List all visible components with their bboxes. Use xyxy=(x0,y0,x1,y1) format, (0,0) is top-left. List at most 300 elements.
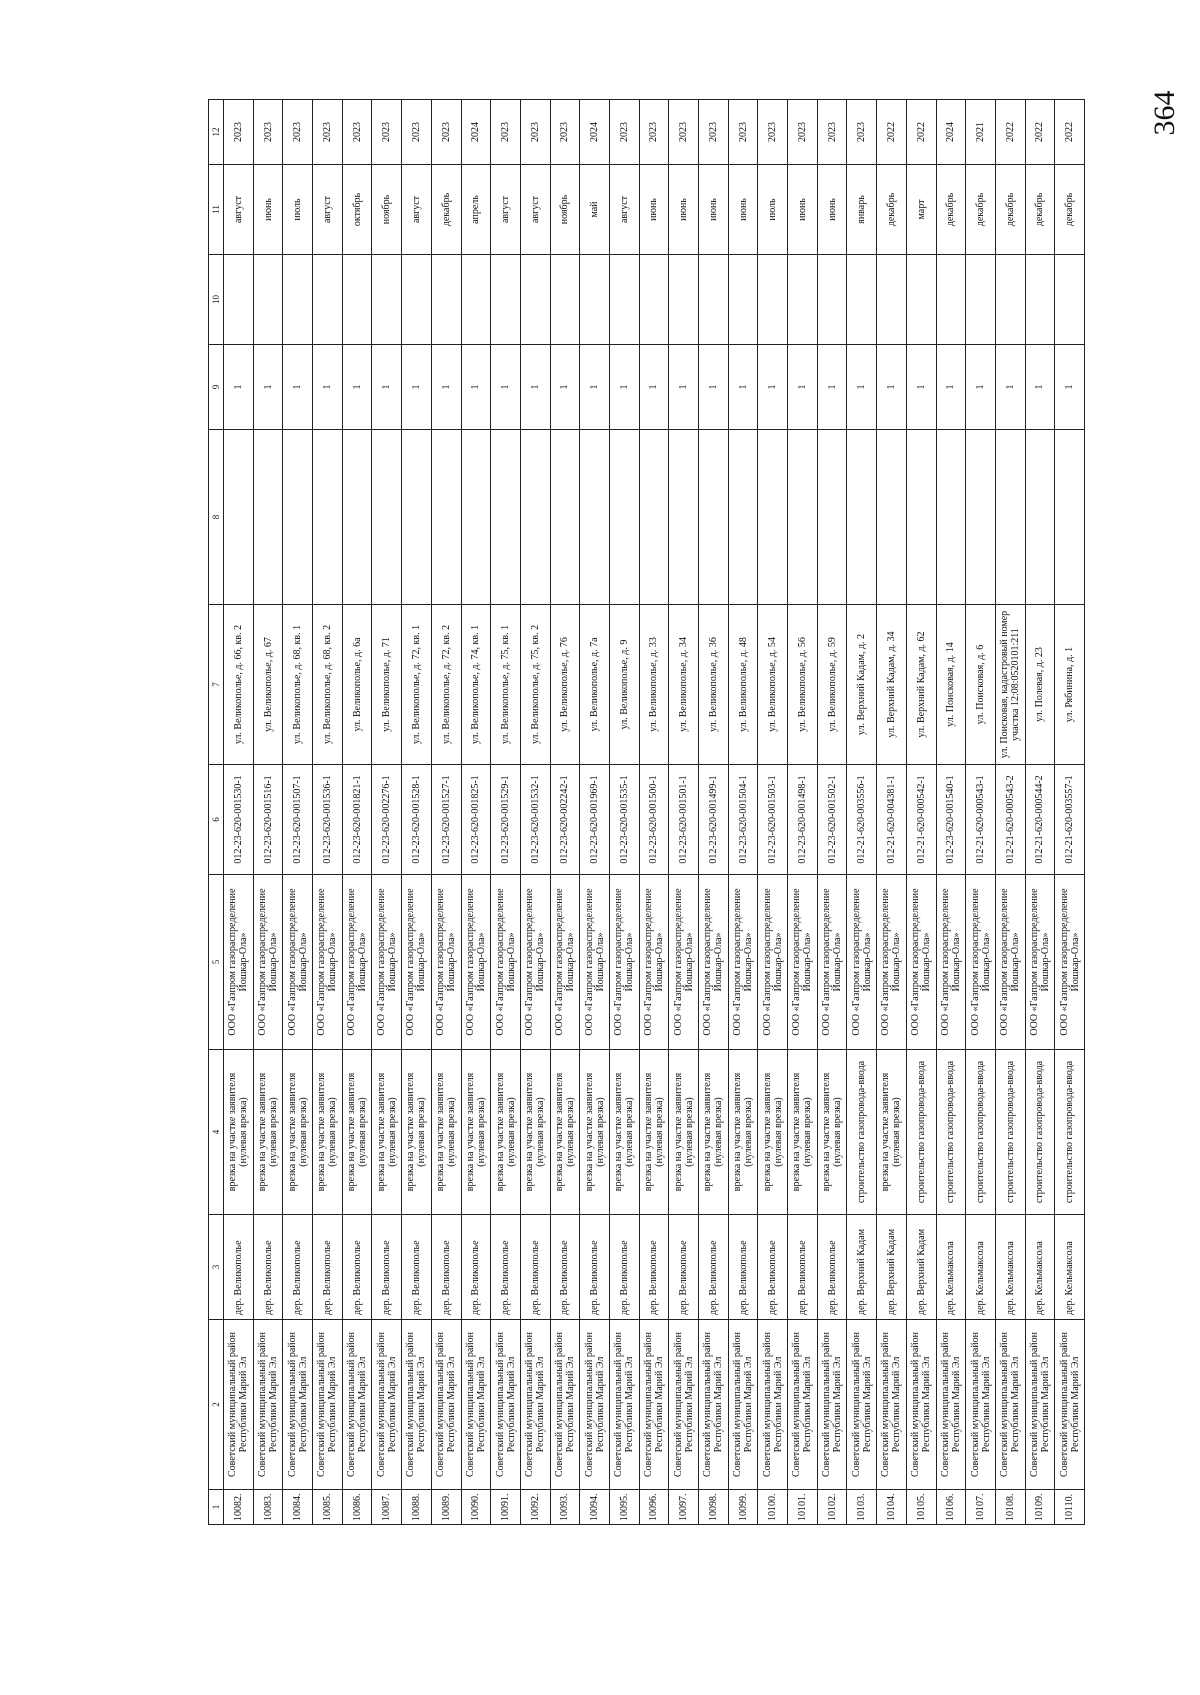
col-8-cell xyxy=(906,430,936,605)
month-cell: июль xyxy=(283,165,313,255)
settlement-cell: дер. Великополье xyxy=(461,1215,491,1320)
district-cell: Советский муниципальный район Республики Марий Эл xyxy=(461,1320,491,1490)
row-number-cell: 10096. xyxy=(639,1490,669,1525)
organization-cell: ООО «Газпром газораспределение Йошкар-Ола» xyxy=(639,875,669,1050)
settlement-cell: дер. Великополье xyxy=(224,1215,254,1320)
settlement-cell: дер. Великополье xyxy=(372,1215,402,1320)
application-id-cell: 012-23-620-001502-1 xyxy=(817,765,847,875)
work-type-cell: врезка на участке заявителя (нулевая врезка) xyxy=(609,1050,639,1215)
col-10-cell xyxy=(461,255,491,345)
table-row xyxy=(461,100,491,1525)
settlement-cell: дер. Великополье xyxy=(639,1215,669,1320)
settlement-cell: дер. Великополье xyxy=(550,1215,580,1320)
settlement-cell: дер. Кельмаксола xyxy=(1055,1215,1085,1320)
month-cell: август xyxy=(402,165,432,255)
col-8-cell xyxy=(253,430,283,605)
month-cell: июнь xyxy=(788,165,818,255)
district-cell: Советский муниципальный район Республики Марий Эл xyxy=(609,1320,639,1490)
col-10-cell xyxy=(431,255,461,345)
col-10-cell xyxy=(550,255,580,345)
district-cell: Советский муниципальный район Республики Марий Эл xyxy=(342,1320,372,1490)
address-cell: ул. Великополье, д. 76 xyxy=(550,605,580,765)
table-row xyxy=(580,100,610,1525)
application-id-cell: 012-23-620-001529-1 xyxy=(491,765,521,875)
district-cell: Советский муниципальный район Республики Марий Эл xyxy=(431,1320,461,1490)
settlement-cell: дер. Верхний Кадам xyxy=(847,1215,877,1320)
row-number-cell: 10082. xyxy=(224,1490,254,1525)
organization-cell: ООО «Газпром газораспределение Йошкар-Ола» xyxy=(580,875,610,1050)
col-8-cell xyxy=(550,430,580,605)
col-8-cell xyxy=(788,430,818,605)
row-number-cell: 10089. xyxy=(431,1490,461,1525)
application-id-cell: 012-23-620-002276-1 xyxy=(372,765,402,875)
year-cell: 2023 xyxy=(520,100,550,165)
col-10-cell xyxy=(313,255,343,345)
address-cell: ул. Верхний Кадам, д. 2 xyxy=(847,605,877,765)
column-header-5: 5 xyxy=(209,875,224,1050)
year-cell: 2022 xyxy=(906,100,936,165)
table-row xyxy=(224,100,254,1525)
col-10-cell xyxy=(728,255,758,345)
month-cell: апрель xyxy=(461,165,491,255)
col-10-cell xyxy=(758,255,788,345)
district-cell: Советский муниципальный район Республики Марий Эл xyxy=(758,1320,788,1490)
col-8-cell xyxy=(639,430,669,605)
month-cell: декабрь xyxy=(936,165,966,255)
row-number-cell: 10104. xyxy=(877,1490,907,1525)
organization-cell: ООО «Газпром газораспределение Йошкар-Ола» xyxy=(995,875,1025,1050)
col-8-cell xyxy=(758,430,788,605)
row-number-cell: 10097. xyxy=(669,1490,699,1525)
district-cell: Советский муниципальный район Республики Марий Эл xyxy=(491,1320,521,1490)
organization-cell: ООО «Газпром газораспределение Йошкар-Ола» xyxy=(342,875,372,1050)
col-10-cell xyxy=(402,255,432,345)
year-cell: 2022 xyxy=(995,100,1025,165)
work-type-cell: врезка на участке заявителя (нулевая врезка) xyxy=(342,1050,372,1215)
column-header-4: 4 xyxy=(209,1050,224,1215)
district-cell: Советский муниципальный район Республики Марий Эл xyxy=(699,1320,729,1490)
address-cell: ул. Великополье, д. 59 xyxy=(817,605,847,765)
row-number-cell: 10094. xyxy=(580,1490,610,1525)
application-id-cell: 012-23-620-001825-1 xyxy=(461,765,491,875)
work-type-cell: врезка на участке заявителя (нулевая врезка) xyxy=(431,1050,461,1215)
col-8-cell xyxy=(313,430,343,605)
col-10-cell xyxy=(995,255,1025,345)
district-cell: Советский муниципальный район Республики Марий Эл xyxy=(639,1320,669,1490)
settlement-cell: дер. Кельмаксола xyxy=(966,1215,996,1320)
col-10-cell xyxy=(253,255,283,345)
month-cell: июнь xyxy=(728,165,758,255)
month-cell: май xyxy=(580,165,610,255)
address-cell: ул. Великополье, д. 75, кв. 2 xyxy=(520,605,550,765)
work-type-cell: врезка на участке заявителя (нулевая врезка) xyxy=(461,1050,491,1215)
organization-cell: ООО «Газпром газораспределение Йошкар-Ола» xyxy=(817,875,847,1050)
col-10-cell xyxy=(224,255,254,345)
address-cell: ул. Великополье, д. 36 xyxy=(699,605,729,765)
year-cell: 2022 xyxy=(1055,100,1085,165)
year-cell: 2023 xyxy=(372,100,402,165)
address-cell: ул. Верхний Кадам, д. 62 xyxy=(906,605,936,765)
table-row xyxy=(283,100,313,1525)
col-10-cell xyxy=(372,255,402,345)
quantity-cell: 1 xyxy=(342,345,372,430)
address-cell: ул. Великополье, д. 56 xyxy=(788,605,818,765)
organization-cell: ООО «Газпром газораспределение Йошкар-Ола» xyxy=(283,875,313,1050)
table-row xyxy=(550,100,580,1525)
year-cell: 2023 xyxy=(669,100,699,165)
year-cell: 2023 xyxy=(550,100,580,165)
month-cell: декабрь xyxy=(1055,165,1085,255)
organization-cell: ООО «Газпром газораспределение Йошкар-Ола» xyxy=(224,875,254,1050)
quantity-cell: 1 xyxy=(847,345,877,430)
table-row xyxy=(877,100,907,1525)
application-id-cell: 012-23-620-001540-1 xyxy=(936,765,966,875)
quantity-cell: 1 xyxy=(1025,345,1055,430)
address-cell: ул. Великополье, д. 72, кв. 2 xyxy=(431,605,461,765)
settlement-cell: дер. Великополье xyxy=(728,1215,758,1320)
month-cell: август xyxy=(491,165,521,255)
district-cell: Советский муниципальный район Республики Марий Эл xyxy=(283,1320,313,1490)
table-row xyxy=(372,100,402,1525)
table-row xyxy=(817,100,847,1525)
quantity-cell: 1 xyxy=(669,345,699,430)
row-number-cell: 10107. xyxy=(966,1490,996,1525)
column-header-6: 6 xyxy=(209,765,224,875)
organization-cell: ООО «Газпром газораспределение Йошкар-Ола» xyxy=(1025,875,1055,1050)
application-id-cell: 012-23-620-001535-1 xyxy=(609,765,639,875)
year-cell: 2023 xyxy=(699,100,729,165)
row-number-cell: 10105. xyxy=(906,1490,936,1525)
work-type-cell: врезка на участке заявителя (нулевая врезка) xyxy=(817,1050,847,1215)
address-cell: ул. Великополье, д. 68, кв. 2 xyxy=(313,605,343,765)
year-cell: 2023 xyxy=(342,100,372,165)
district-cell: Советский муниципальный район Республики Марий Эл xyxy=(313,1320,343,1490)
col-10-cell xyxy=(906,255,936,345)
district-cell: Советский муниципальный район Республики Марий Эл xyxy=(966,1320,996,1490)
year-cell: 2023 xyxy=(758,100,788,165)
quantity-cell: 1 xyxy=(966,345,996,430)
work-type-cell: врезка на участке заявителя (нулевая врезка) xyxy=(877,1050,907,1215)
month-cell: декабрь xyxy=(431,165,461,255)
year-cell: 2023 xyxy=(728,100,758,165)
row-number-cell: 10106. xyxy=(936,1490,966,1525)
col-8-cell xyxy=(402,430,432,605)
month-cell: август xyxy=(520,165,550,255)
work-type-cell: строительство газопровода-ввода xyxy=(906,1050,936,1215)
column-header-10: 10 xyxy=(209,255,224,345)
application-id-cell: 012-23-620-001500-1 xyxy=(639,765,669,875)
work-type-cell: врезка на участке заявителя (нулевая врезка) xyxy=(313,1050,343,1215)
work-type-cell: строительство газопровода-ввода xyxy=(1055,1050,1085,1215)
quantity-cell: 1 xyxy=(431,345,461,430)
table-body xyxy=(224,100,1085,1525)
address-cell: ул. Великополье, д. 6а xyxy=(342,605,372,765)
table-header xyxy=(209,100,224,1525)
work-type-cell: врезка на участке заявителя (нулевая врезка) xyxy=(520,1050,550,1215)
month-cell: июнь xyxy=(639,165,669,255)
organization-cell: ООО «Газпром газораспределение Йошкар-Ола» xyxy=(906,875,936,1050)
col-10-cell xyxy=(342,255,372,345)
year-cell: 2024 xyxy=(936,100,966,165)
settlement-cell: дер. Великополье xyxy=(580,1215,610,1320)
year-cell: 2023 xyxy=(491,100,521,165)
address-cell: ул. Великополье, д. 75, кв. 1 xyxy=(491,605,521,765)
organization-cell: ООО «Газпром газораспределение Йошкар-Ола» xyxy=(491,875,521,1050)
col-8-cell xyxy=(520,430,550,605)
organization-cell: ООО «Газпром газораспределение Йошкар-Ола» xyxy=(966,875,996,1050)
settlement-cell: дер. Кельмаксола xyxy=(1025,1215,1055,1320)
month-cell: август xyxy=(313,165,343,255)
table-row xyxy=(669,100,699,1525)
col-10-cell xyxy=(283,255,313,345)
year-cell: 2023 xyxy=(639,100,669,165)
row-number-cell: 10110. xyxy=(1055,1490,1085,1525)
district-cell: Советский муниципальный район Республики Марий Эл xyxy=(550,1320,580,1490)
year-cell: 2023 xyxy=(313,100,343,165)
row-number-cell: 10101. xyxy=(788,1490,818,1525)
application-id-cell: 012-21-620-000542-1 xyxy=(906,765,936,875)
row-number-cell: 10093. xyxy=(550,1490,580,1525)
col-8-cell xyxy=(283,430,313,605)
col-10-cell xyxy=(1025,255,1055,345)
work-type-cell: строительство газопровода-ввода xyxy=(1025,1050,1055,1215)
organization-cell: ООО «Газпром газораспределение Йошкар-Ола» xyxy=(550,875,580,1050)
column-header-8: 8 xyxy=(209,430,224,605)
quantity-cell: 1 xyxy=(728,345,758,430)
address-cell: ул. Великополье, д. 66, кв. 2 xyxy=(224,605,254,765)
organization-cell: ООО «Газпром газораспределение Йошкар-Ола» xyxy=(609,875,639,1050)
district-cell: Советский муниципальный район Республики Марий Эл xyxy=(520,1320,550,1490)
quantity-cell: 1 xyxy=(253,345,283,430)
organization-cell: ООО «Газпром газораспределение Йошкар-Ола» xyxy=(699,875,729,1050)
col-8-cell xyxy=(699,430,729,605)
rotated-table-container xyxy=(208,100,1081,1525)
quantity-cell: 1 xyxy=(491,345,521,430)
address-cell: ул. Поисковая, д. 6 xyxy=(966,605,996,765)
month-cell: июнь xyxy=(699,165,729,255)
month-cell: декабрь xyxy=(966,165,996,255)
settlement-cell: дер. Великополье xyxy=(342,1215,372,1320)
month-cell: июль xyxy=(758,165,788,255)
district-cell: Советский муниципальный район Республики Марий Эл xyxy=(936,1320,966,1490)
quantity-cell: 1 xyxy=(936,345,966,430)
quantity-cell: 1 xyxy=(758,345,788,430)
quantity-cell: 1 xyxy=(461,345,491,430)
year-cell: 2024 xyxy=(580,100,610,165)
table-row xyxy=(906,100,936,1525)
settlement-cell: дер. Великополье xyxy=(669,1215,699,1320)
year-cell: 2023 xyxy=(224,100,254,165)
col-8-cell xyxy=(342,430,372,605)
district-cell: Советский муниципальный район Республики Марий Эл xyxy=(788,1320,818,1490)
table-row xyxy=(699,100,729,1525)
col-10-cell xyxy=(966,255,996,345)
application-id-cell: 012-23-620-001503-1 xyxy=(758,765,788,875)
work-type-cell: врезка на участке заявителя (нулевая врезка) xyxy=(550,1050,580,1215)
work-type-cell: врезка на участке заявителя (нулевая врезка) xyxy=(639,1050,669,1215)
district-cell: Советский муниципальный район Республики Марий Эл xyxy=(253,1320,283,1490)
col-10-cell xyxy=(580,255,610,345)
row-number-cell: 10099. xyxy=(728,1490,758,1525)
district-cell: Советский муниципальный район Республики Марий Эл xyxy=(580,1320,610,1490)
application-id-cell: 012-23-620-001498-1 xyxy=(788,765,818,875)
address-cell: ул. Великополье, д. 72, кв. 1 xyxy=(402,605,432,765)
address-cell: ул. Великополье, д. 54 xyxy=(758,605,788,765)
col-8-cell xyxy=(847,430,877,605)
col-8-cell xyxy=(877,430,907,605)
organization-cell: ООО «Газпром газораспределение Йошкар-Ола» xyxy=(936,875,966,1050)
settlement-cell: дер. Верхний Кадам xyxy=(906,1215,936,1320)
address-cell: ул. Великополье, д. 34 xyxy=(669,605,699,765)
col-10-cell xyxy=(639,255,669,345)
month-cell: ноябрь xyxy=(550,165,580,255)
row-number-cell: 10102. xyxy=(817,1490,847,1525)
year-cell: 2021 xyxy=(966,100,996,165)
column-header-11: 11 xyxy=(209,165,224,255)
organization-cell: ООО «Газпром газораспределение Йошкар-Ола» xyxy=(847,875,877,1050)
organization-cell: ООО «Газпром газораспределение Йошкар-Ола» xyxy=(758,875,788,1050)
table-row xyxy=(1025,100,1055,1525)
district-cell: Советский муниципальный район Республики Марий Эл xyxy=(402,1320,432,1490)
settlement-cell: дер. Кельмаксола xyxy=(936,1215,966,1320)
year-cell: 2022 xyxy=(1025,100,1055,165)
row-number-cell: 10092. xyxy=(520,1490,550,1525)
address-cell: ул. Великополье, д. 68, кв. 1 xyxy=(283,605,313,765)
table-row xyxy=(966,100,996,1525)
col-10-cell xyxy=(847,255,877,345)
settlement-cell: дер. Великополье xyxy=(758,1215,788,1320)
col-8-cell xyxy=(995,430,1025,605)
application-id-cell: 012-23-620-001536-1 xyxy=(313,765,343,875)
quantity-cell: 1 xyxy=(639,345,669,430)
organization-cell: ООО «Газпром газораспределение Йошкар-Ола» xyxy=(313,875,343,1050)
organization-cell: ООО «Газпром газораспределение Йошкар-Ола» xyxy=(669,875,699,1050)
month-cell: июнь xyxy=(817,165,847,255)
row-number-cell: 10095. xyxy=(609,1490,639,1525)
month-cell: июнь xyxy=(253,165,283,255)
table-row xyxy=(313,100,343,1525)
settlement-cell: дер. Великополье xyxy=(788,1215,818,1320)
col-8-cell xyxy=(491,430,521,605)
work-type-cell: врезка на участке заявителя (нулевая врезка) xyxy=(224,1050,254,1215)
row-number-cell: 10086. xyxy=(342,1490,372,1525)
organization-cell: ООО «Газпром газораспределение Йошкар-Ола» xyxy=(461,875,491,1050)
data-table xyxy=(208,99,1085,1525)
row-number-cell: 10084. xyxy=(283,1490,313,1525)
col-8-cell xyxy=(1025,430,1055,605)
col-10-cell xyxy=(788,255,818,345)
application-id-cell: 012-21-620-003557-1 xyxy=(1055,765,1085,875)
month-cell: декабрь xyxy=(995,165,1025,255)
table-row xyxy=(491,100,521,1525)
row-number-cell: 10109. xyxy=(1025,1490,1055,1525)
year-cell: 2023 xyxy=(283,100,313,165)
work-type-cell: строительство газопровода-ввода xyxy=(847,1050,877,1215)
col-8-cell xyxy=(580,430,610,605)
table-row xyxy=(639,100,669,1525)
address-cell: ул. Великополье, д. 33 xyxy=(639,605,669,765)
application-id-cell: 012-23-620-001499-1 xyxy=(699,765,729,875)
application-id-cell: 012-23-620-001530-1 xyxy=(224,765,254,875)
address-cell: ул. Рябинина, д. 1 xyxy=(1055,605,1085,765)
application-id-cell: 012-23-620-001507-1 xyxy=(283,765,313,875)
col-10-cell xyxy=(877,255,907,345)
district-cell: Советский муниципальный район Республики Марий Эл xyxy=(224,1320,254,1490)
district-cell: Советский муниципальный район Республики Марий Эл xyxy=(817,1320,847,1490)
settlement-cell: дер. Великополье xyxy=(520,1215,550,1320)
year-cell: 2023 xyxy=(609,100,639,165)
address-cell: ул. Великополье, д. 9 xyxy=(609,605,639,765)
settlement-cell: дер. Верхний Кадам xyxy=(877,1215,907,1320)
col-8-cell xyxy=(1055,430,1085,605)
year-cell: 2024 xyxy=(461,100,491,165)
quantity-cell: 1 xyxy=(906,345,936,430)
work-type-cell: врезка на участке заявителя (нулевая врезка) xyxy=(253,1050,283,1215)
address-cell: ул. Великополье, д. 7а xyxy=(580,605,610,765)
col-10-cell xyxy=(520,255,550,345)
application-id-cell: 012-23-620-001969-1 xyxy=(580,765,610,875)
quantity-cell: 1 xyxy=(788,345,818,430)
quantity-cell: 1 xyxy=(372,345,402,430)
row-number-cell: 10108. xyxy=(995,1490,1025,1525)
col-8-cell xyxy=(728,430,758,605)
row-number-cell: 10103. xyxy=(847,1490,877,1525)
col-10-cell xyxy=(491,255,521,345)
quantity-cell: 1 xyxy=(995,345,1025,430)
col-8-cell xyxy=(669,430,699,605)
quantity-cell: 1 xyxy=(283,345,313,430)
column-header-3: 3 xyxy=(209,1215,224,1320)
month-cell: август xyxy=(224,165,254,255)
quantity-cell: 1 xyxy=(313,345,343,430)
col-10-cell xyxy=(817,255,847,345)
work-type-cell: врезка на участке заявителя (нулевая врезка) xyxy=(372,1050,402,1215)
col-10-cell xyxy=(1055,255,1085,345)
organization-cell: ООО «Газпром газораспределение Йошкар-Ола» xyxy=(431,875,461,1050)
settlement-cell: дер. Великополье xyxy=(431,1215,461,1320)
work-type-cell: строительство газопровода-ввода xyxy=(966,1050,996,1215)
application-id-cell: 012-23-620-001501-1 xyxy=(669,765,699,875)
district-cell: Советский муниципальный район Республики Марий Эл xyxy=(372,1320,402,1490)
address-cell: ул. Поисковая, кадастровый номер участка 12:08:0520101:211 xyxy=(995,605,1025,765)
column-header-9: 9 xyxy=(209,345,224,430)
work-type-cell: строительство газопровода-ввода xyxy=(995,1050,1025,1215)
district-cell: Советский муниципальный район Республики Марий Эл xyxy=(847,1320,877,1490)
col-8-cell xyxy=(431,430,461,605)
year-cell: 2023 xyxy=(817,100,847,165)
settlement-cell: дер. Великополье xyxy=(313,1215,343,1320)
table-row xyxy=(253,100,283,1525)
column-header-12: 12 xyxy=(209,100,224,165)
quantity-cell: 1 xyxy=(1055,345,1085,430)
page-number: 364 xyxy=(1148,90,1181,136)
column-header-1: 1 xyxy=(209,1490,224,1525)
organization-cell: ООО «Газпром газораспределение Йошкар-Ола» xyxy=(372,875,402,1050)
district-cell: Советский муниципальный район Республики Марий Эл xyxy=(1025,1320,1055,1490)
column-header-7: 7 xyxy=(209,605,224,765)
month-cell: июнь xyxy=(669,165,699,255)
table-row xyxy=(788,100,818,1525)
organization-cell: ООО «Газпром газораспределение Йошкар-Ола» xyxy=(520,875,550,1050)
quantity-cell: 1 xyxy=(550,345,580,430)
settlement-cell: дер. Великополье xyxy=(253,1215,283,1320)
district-cell: Советский муниципальный район Республики Марий Эл xyxy=(906,1320,936,1490)
table-row xyxy=(431,100,461,1525)
application-id-cell: 012-23-620-001821-1 xyxy=(342,765,372,875)
month-cell: октябрь xyxy=(342,165,372,255)
organization-cell: ООО «Газпром газораспределение Йошкар-Ола» xyxy=(877,875,907,1050)
settlement-cell: дер. Великополье xyxy=(402,1215,432,1320)
